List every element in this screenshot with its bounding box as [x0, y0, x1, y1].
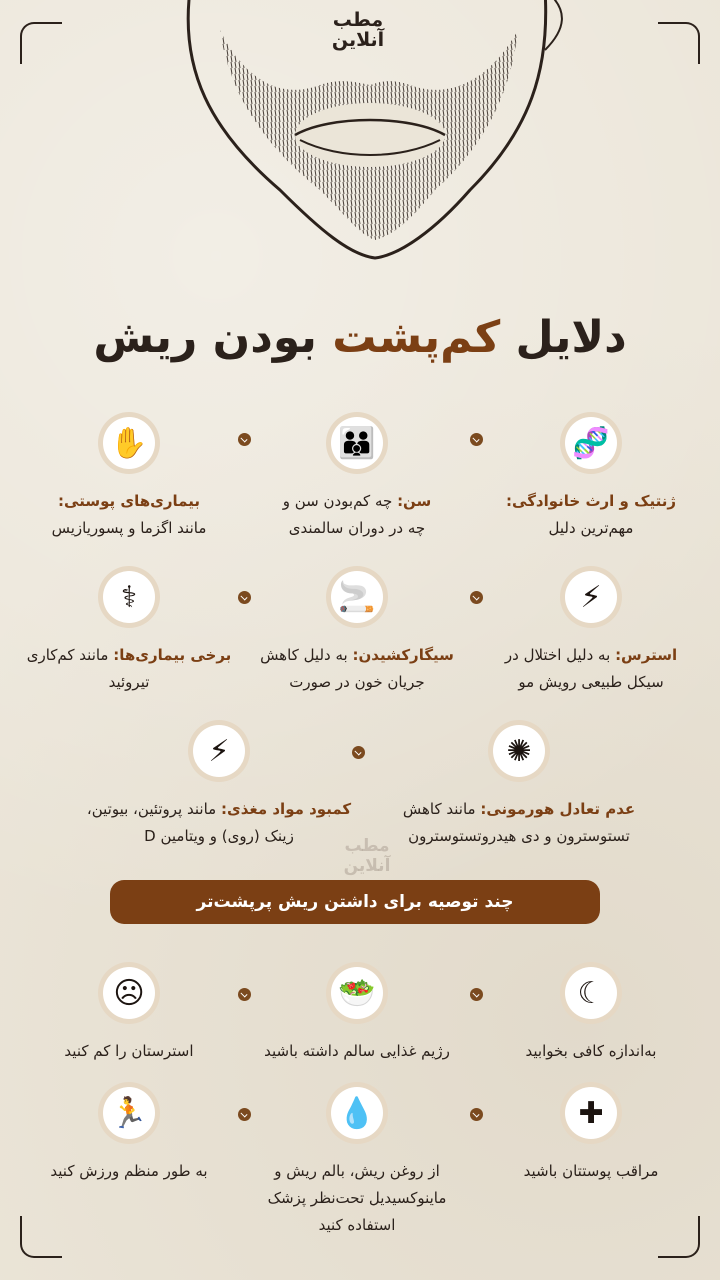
oil-drops-icon: 💧 [331, 1087, 383, 1139]
reason-skin-disease [24, 412, 234, 542]
reason-lead: کمبود مواد مغذی: [220, 800, 352, 818]
bullet-icon [238, 591, 251, 604]
thyroid-icon: ⚕ [103, 571, 155, 623]
brand-logo [320, 10, 396, 50]
reason-text: مانند کم‌کاری تیروئید [26, 646, 150, 691]
tip-oil [252, 1082, 462, 1239]
bullet-icon [470, 988, 483, 1001]
brand-watermark: مطب آنلاین [343, 836, 391, 876]
reason-lead: ژنتیک و ارث خانوادگی: [506, 492, 676, 510]
frame-corner [20, 1216, 62, 1258]
tips-banner: چند توصیه برای داشتن ریش پرپشت‌تر [110, 880, 600, 924]
reason-stress [486, 566, 696, 696]
tip-sleep [486, 962, 696, 1065]
brain-stress-icon: ⚡ [565, 571, 617, 623]
tip-stress [24, 962, 234, 1065]
running-icon: 🏃 [103, 1087, 155, 1139]
bullet-icon [238, 433, 251, 446]
reason-text: مانند اگزما و پسوریازیس [51, 519, 207, 537]
reason-genetics [486, 412, 696, 542]
reason-nutrients [84, 720, 354, 850]
bullet-icon [470, 591, 483, 604]
tip-diet [252, 962, 462, 1065]
reason-lead: عدم تعادل هورمونی: [480, 800, 636, 818]
sleep-moon-icon: ☾ [565, 967, 617, 1019]
title-part2: کم‌پشت [332, 312, 501, 363]
reason-age [252, 412, 462, 542]
title-part3: بودن ریش [93, 312, 317, 363]
reason-text: به دلیل کاهش جریان خون در صورت [260, 646, 425, 691]
bullet-icon [470, 433, 483, 446]
hormone-icon: ✺ [493, 725, 545, 777]
reason-text: مانند پروتئین، بیوتین، زینک (روی) و ویتامین D [86, 800, 294, 845]
reason-lead: برخی بیماری‌ها: [113, 646, 232, 664]
reason-lead: استرس: [615, 646, 678, 664]
tip-exercise [24, 1082, 234, 1185]
frame-corner [658, 22, 700, 64]
reason-diseases [24, 566, 234, 696]
reason-text: به دلیل اختلال در سیکل طبیعی رویش مو [504, 646, 664, 691]
supplement-jar-icon: ⚡ [193, 725, 245, 777]
tip-text: رژیم غذایی سالم داشته باشید [264, 1042, 450, 1060]
reason-lead: سیگارکشیدن: [352, 646, 454, 664]
stress-head-icon: ☹ [103, 967, 155, 1019]
title-part1: دلایل [515, 312, 627, 363]
tip-text: به طور منظم ورزش کنید [50, 1162, 208, 1180]
page-title [60, 312, 660, 363]
reason-lead: بیماری‌های پوستی: [58, 492, 200, 510]
reason-text: چه کم‌بودن سن و چه در دوران سالمندی [282, 492, 426, 537]
reason-text: مانند کاهش تستوسترون و دی هیدروتستوسترون [402, 800, 630, 845]
bullet-icon [470, 1108, 483, 1121]
tip-text: استرستان را کم کنید [64, 1042, 194, 1060]
reason-lead: سن: [397, 492, 432, 510]
frame-corner [20, 22, 62, 64]
hand-icon: ✋ [103, 417, 155, 469]
healthy-food-icon: 🥗 [331, 967, 383, 1019]
cigarette-icon: 🚬 [331, 571, 383, 623]
brand-line1: مطب [332, 9, 384, 31]
reason-text: مهم‌ترین دلیل [548, 519, 634, 537]
bullet-icon [238, 1108, 251, 1121]
reason-hormones [384, 720, 654, 850]
dna-icon: 🧬 [565, 417, 617, 469]
tip-text: به‌اندازه کافی بخوابید [525, 1042, 657, 1060]
reason-smoking [252, 566, 462, 696]
tip-text: از روغن ریش، بالم ریش و ماینوکسیدیل تحت‌نظر پزشک استفاده کنید [267, 1162, 447, 1234]
tip-text: مراقب پوستتان باشید [523, 1162, 659, 1180]
brand-line2: آنلاین [331, 29, 385, 51]
frame-corner [658, 1216, 700, 1258]
family-icon: 👪 [331, 417, 383, 469]
skin-care-icon: ✚ [565, 1087, 617, 1139]
bullet-icon [238, 988, 251, 1001]
tip-skin [486, 1082, 696, 1185]
